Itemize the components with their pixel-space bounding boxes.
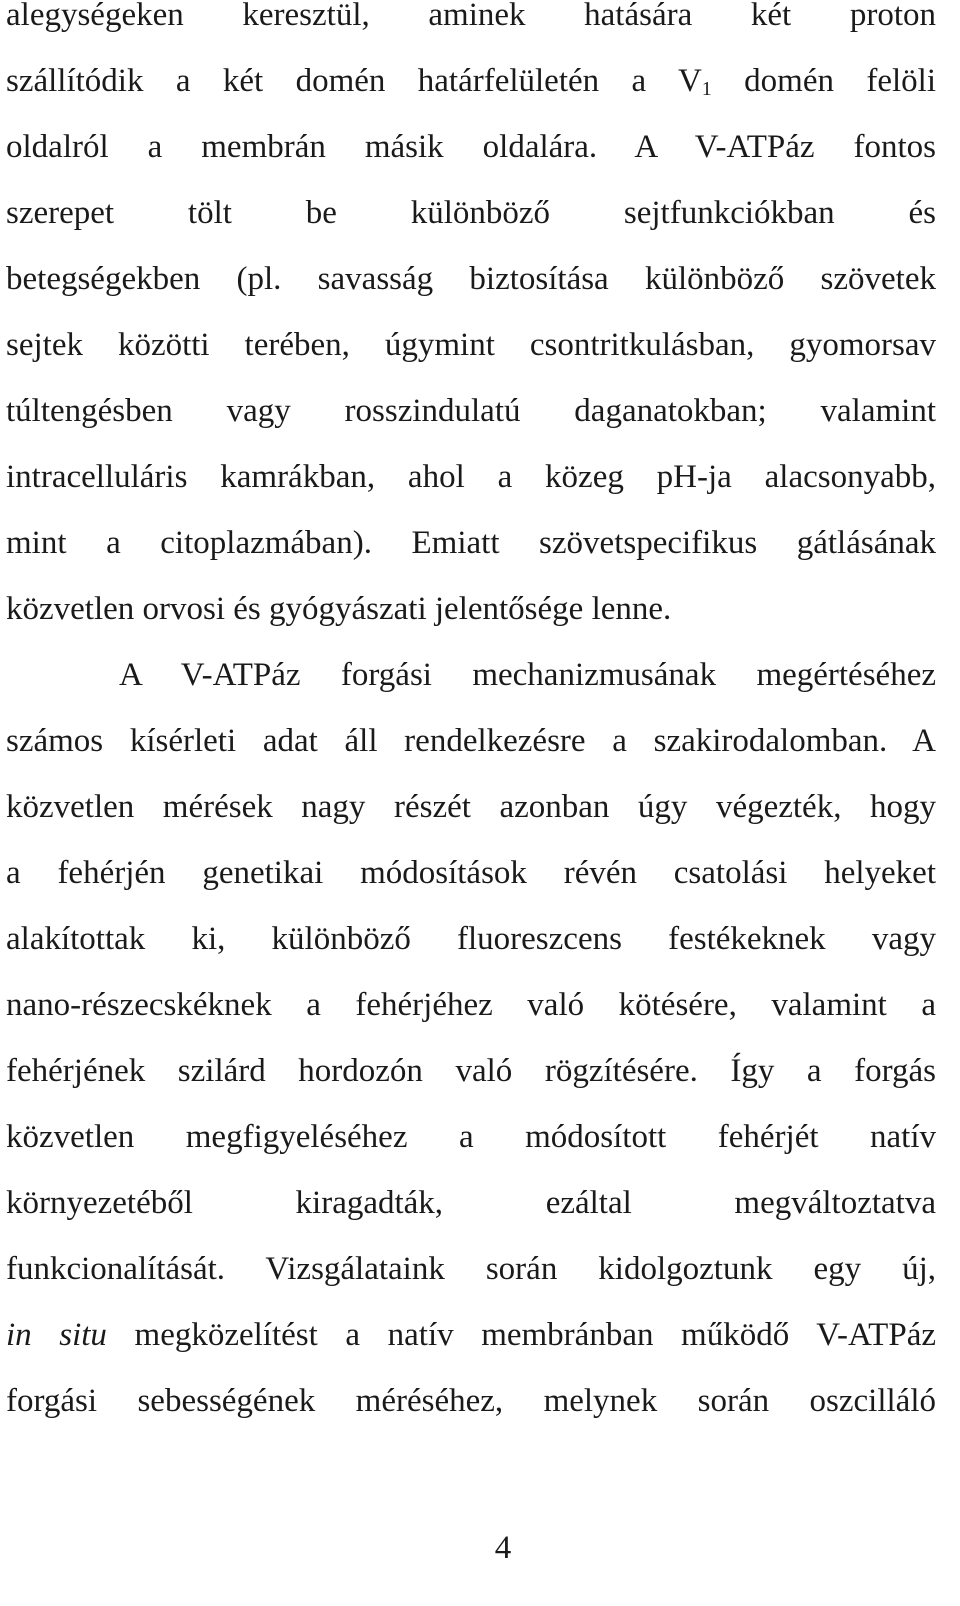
text-line: közvetlen megfigyeléséhez a módosított fehérjét natív [6, 1119, 936, 1155]
text-line: funkcionalítását. Vizsgálataink során kidolgoztunk egy új, [6, 1251, 936, 1287]
text-line: alegységeken keresztül, aminek hatására két proton [6, 0, 936, 33]
text-line: alakítottak ki, különböző fluoreszcens festékeknek vagy [6, 921, 936, 957]
text-line: sejtek közötti terében, úgymint csontritkulásban, gyomorsav [6, 327, 936, 363]
text-line: betegségekben (pl. savasság biztosítása különböző szövetek [6, 261, 936, 297]
text-line: környezetéből kiragadták, ezáltal megváltoztatva [6, 1185, 936, 1221]
text-line: közvetlen orvosi és gyógyászati jelentősége lenne. [6, 591, 672, 627]
text-line: nano-részecskéknek a fehérjéhez való kötésére, valamint a [6, 987, 936, 1023]
text-line: szerepet tölt be különböző sejtfunkciókban és [6, 195, 936, 231]
text-line [6, 1302, 936, 1368]
text-line: fehérjének szilárd hordozón való rögzítésére. Így a forgás [6, 1053, 936, 1089]
text-line: közvetlen mérések nagy részét azonban úgy végezték, hogy [6, 789, 936, 825]
text-line: A V-ATPáz forgási mechanizmusának megértéséhez [119, 657, 936, 693]
text-line [6, 48, 936, 114]
text-line: számos kísérleti adat áll rendelkezésre a szakirodalomban. A [6, 723, 936, 759]
text-line: intracelluláris kamrákban, ahol a közeg pH-ja alacsonyabb, [6, 459, 936, 495]
subscript: 1 [701, 78, 712, 100]
text-line: forgási sebességének méréséhez, melynek során oszcilláló [6, 1383, 936, 1419]
text-line: túltengésben vagy rosszindulatú daganatokban; valamint [6, 393, 936, 429]
document-page [6, 0, 936, 1434]
italic-term: in situ [6, 1317, 107, 1353]
text-line: oldalról a membrán másik oldalára. A V-ATPáz fontos [6, 129, 936, 165]
text-segment: szállítódik a két domén határfelületén a V [6, 63, 702, 99]
page-number: 4 [494, 1530, 512, 1566]
text-segment: domén felöli [711, 63, 936, 99]
text-line: a fehérjén genetikai módosítások révén csatolási helyeket [6, 855, 936, 891]
text-line: mint a citoplazmában). Emiatt szövetspecifikus gátlásának [6, 525, 936, 561]
text-segment: megközelítést a natív membránban működő V-ATPáz [106, 1317, 936, 1353]
